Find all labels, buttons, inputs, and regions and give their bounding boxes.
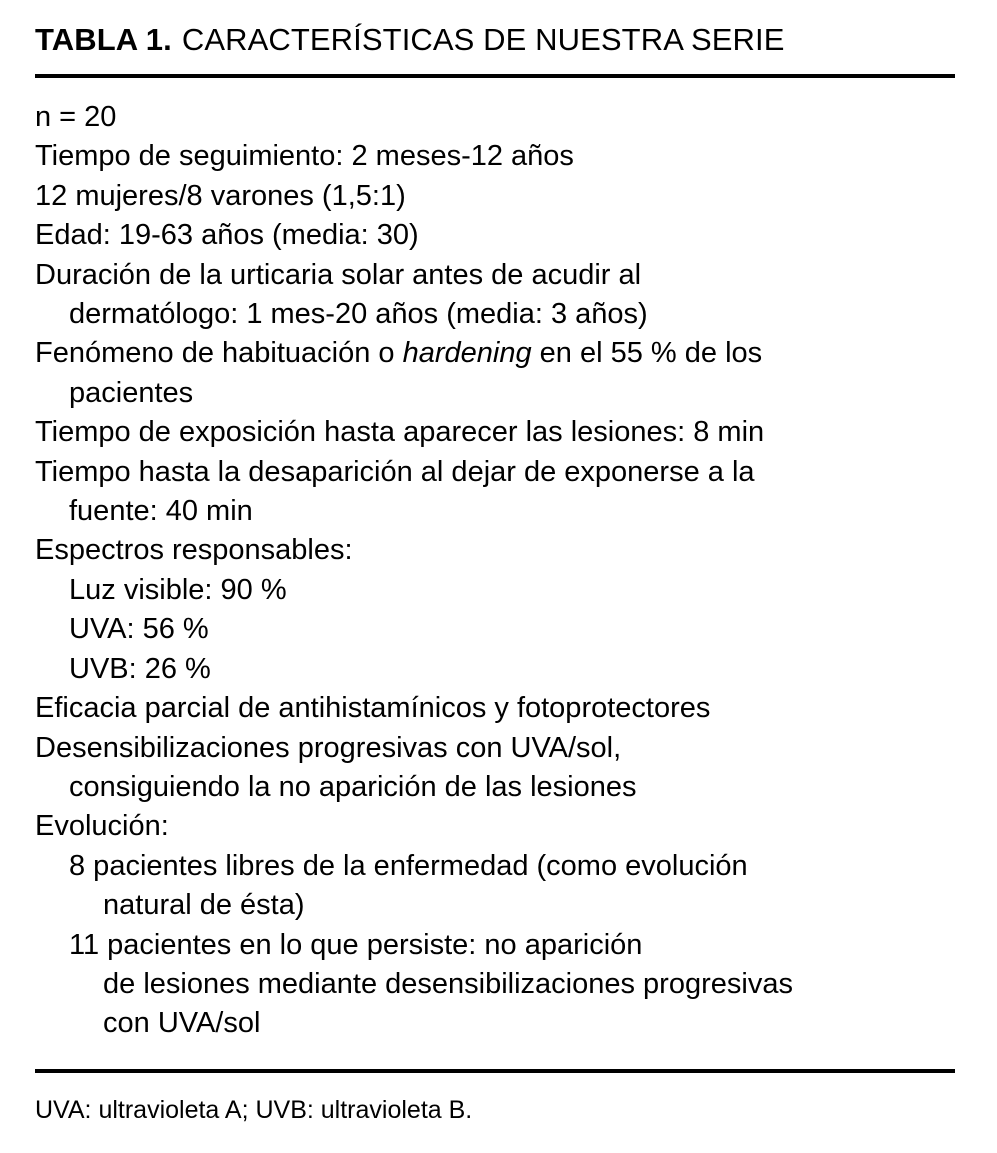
top-rule [35,74,955,78]
row-desensibilizaciones-cont: consiguiendo la no aparición de las lesiones [69,770,637,803]
row-luz-visible: Luz visible: 90 % [69,573,287,606]
row-uva: UVA: 56 % [69,613,209,646]
row-evolucion: Evolución: [35,810,169,843]
row-n: n = 20 [35,101,117,133]
row-sexo: 12 mujeres/8 varones (1,5:1) [35,179,406,212]
row-evolucion-a: 8 pacientes libres de la enfermedad (como evolución [69,849,748,882]
table-title-label: TABLA 1. [35,22,172,57]
row-exposicion: Tiempo de exposición hasta aparecer las lesiones: 8 min [35,416,765,449]
row-duracion: Duración de la urticaria solar antes de acudir al [35,258,642,291]
row-evolucion-b: 11 pacientes en lo que persiste: no aparición [69,928,643,961]
table-title-text: CARACTERÍSTICAS DE NUESTRA SERIE [181,22,785,57]
table-footnote: UVA: ultravioleta A; UVB: ultravioleta B. [35,1096,473,1124]
row-edad: Edad: 19-63 años (media: 30) [35,219,419,252]
row-fenomeno [35,334,955,373]
bottom-rule [35,1069,955,1073]
row-eficacia: Eficacia parcial de antihistamínicos y fotoprotectores [35,692,711,725]
table-title [35,20,785,60]
row-seguimiento: Tiempo de seguimiento: 2 meses-12 años [35,140,574,173]
row-fenomeno-cont: pacientes [69,376,194,409]
fenomeno-hardening: hardening [402,337,532,370]
row-desaparicion: Tiempo hasta la desaparición al dejar de exponerse a la [35,455,755,488]
row-evolucion-b-cont1: de lesiones mediante desensibilizaciones progresivas [103,967,793,1000]
table-body [35,98,955,1044]
row-uvb: UVB: 26 % [69,652,211,685]
row-evolucion-a-cont: natural de ésta) [103,889,305,922]
row-espectros: Espectros responsables: [35,534,353,567]
row-evolucion-b-cont2: con UVA/sol [103,1007,261,1040]
row-desaparicion-cont: fuente: 40 min [69,495,253,528]
row-desensibilizaciones: Desensibilizaciones progresivas con UVA/sol, [35,731,622,764]
fenomeno-pre: Fenómeno de habituación o [35,337,403,370]
fenomeno-post: en el 55 % de los [531,337,763,370]
row-duracion-cont: dermatólogo: 1 mes-20 años (media: 3 años) [69,298,648,331]
